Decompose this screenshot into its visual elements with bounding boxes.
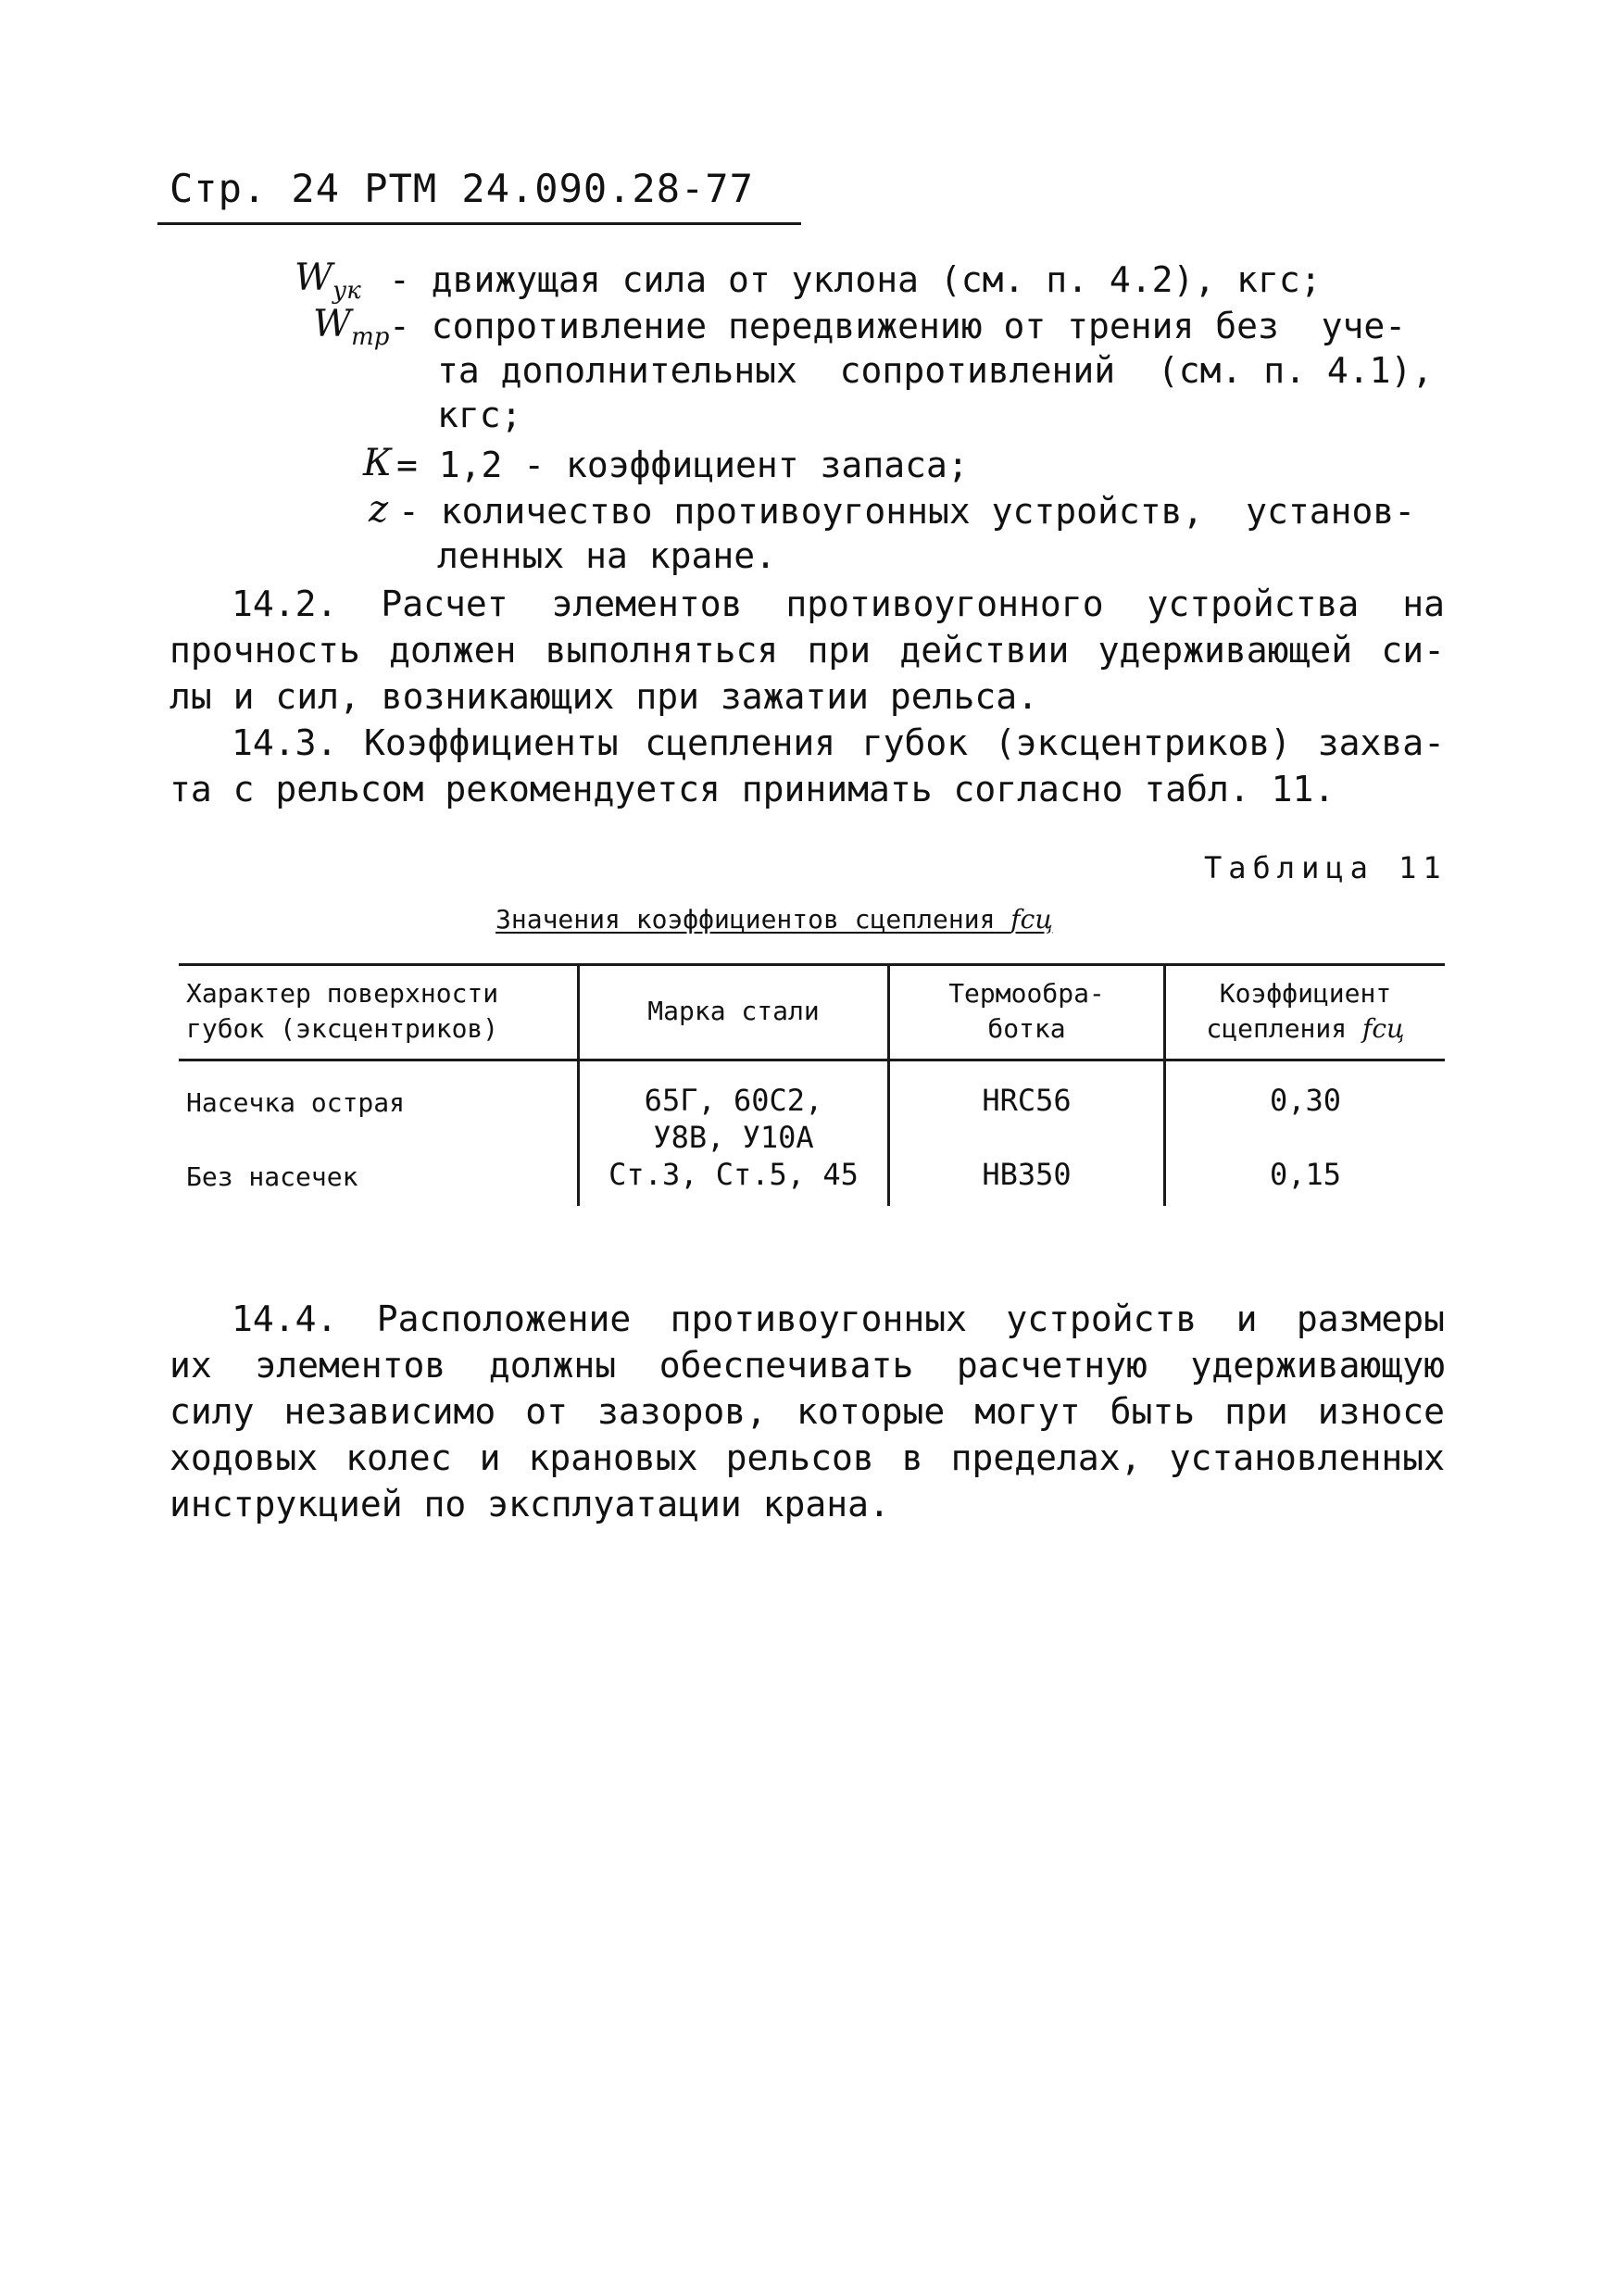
table-caption: Таблица 11 xyxy=(1204,850,1448,885)
definition-w-tr-line1: - сопротивление передвижению от трения без уче- xyxy=(389,306,1407,346)
table-cell-treatment-1: HRC56 xyxy=(982,1083,1072,1118)
header-rule xyxy=(157,222,801,225)
paragraph-14-4-line1: 14.4. Расположение противоугонных устройств и размеры xyxy=(232,1299,1445,1339)
table-title: Значения коэффициентов сцепления fсц xyxy=(495,904,1053,935)
header-coefficient: Коэффициент сцепления fсц xyxy=(1206,978,1405,1044)
table-cell-coef-2: 0,15 xyxy=(1269,1157,1342,1192)
table-cell-coef-1: 0,30 xyxy=(1269,1083,1342,1118)
paragraph-14-4-line2: их элементов должны обеспечивать расчетную удерживающую xyxy=(169,1345,1445,1386)
symbol-w-uk: $W_{ук}$ xyxy=(295,257,361,305)
table-cell-surface-1: Насечка острая xyxy=(186,1087,406,1118)
definition-z-line1: - количество противоугонных устройств, установ- xyxy=(398,491,1416,532)
coefficient-table xyxy=(179,963,1445,1206)
definition-w-tr-line2: та дополнительных сопротивлений (см. п. 4.1), xyxy=(437,350,1434,391)
paragraph-14-4-line3: силу независимо от зазоров, которые могут быть при износе xyxy=(169,1391,1445,1432)
paragraph-14-4-line5: инструкцией по эксплуатации крана. xyxy=(169,1484,890,1524)
paragraph-14-3-line2: та с рельсом рекомендуется принимать согласно табл. 11. xyxy=(169,769,1336,809)
paragraph-14-2-line2: прочность должен выполняться при действии удерживающей си- xyxy=(169,630,1445,671)
definition-w-uk: - движущая сила от уклона (см. п. 4.2), кгс; xyxy=(389,259,1322,300)
page-header: Стр. 24 РТМ 24.090.28-77 xyxy=(169,166,754,211)
table-top-rule xyxy=(179,963,1445,966)
table-header-rule xyxy=(179,1059,1445,1061)
table-cell-treatment-2: НВ350 xyxy=(982,1157,1072,1192)
header-surface: Характер поверхности губок (эксцентриков) xyxy=(186,978,499,1044)
paragraph-14-2-line3: лы и сил, возникающих при зажатии рельса. xyxy=(169,676,1038,717)
table-cell-steel-2: Ст.3, Ст.5, 45 xyxy=(608,1157,859,1192)
paragraph-14-3-line1: 14.3. Коэффициенты сцепления губок (эксцентриков) захва- xyxy=(232,722,1445,763)
symbol-k: К xyxy=(363,442,392,484)
table-cell-steel-1: 65Г, 60С2, У8В, У10А xyxy=(644,1083,823,1155)
paragraph-14-4-line4: ходовых колес и крановых рельсов в пределах, установленных xyxy=(169,1437,1445,1478)
symbol-z: z xyxy=(369,488,389,531)
header-treatment: Термообра- ботка xyxy=(948,978,1105,1044)
symbol-w-tr: $W_{тр}$ xyxy=(313,303,390,351)
definition-k: = 1,2 - коэффициент запаса; xyxy=(396,445,969,485)
definition-z-line2: ленных на кране. xyxy=(437,535,777,576)
paragraph-14-2-line1: 14.2. Расчет элементов противоугонного устройства на xyxy=(232,583,1445,624)
definition-w-tr-line3: кгс; xyxy=(437,395,522,435)
header-steel: Марка стали xyxy=(647,996,820,1026)
table-cell-surface-2: Без насечек xyxy=(186,1161,358,1192)
